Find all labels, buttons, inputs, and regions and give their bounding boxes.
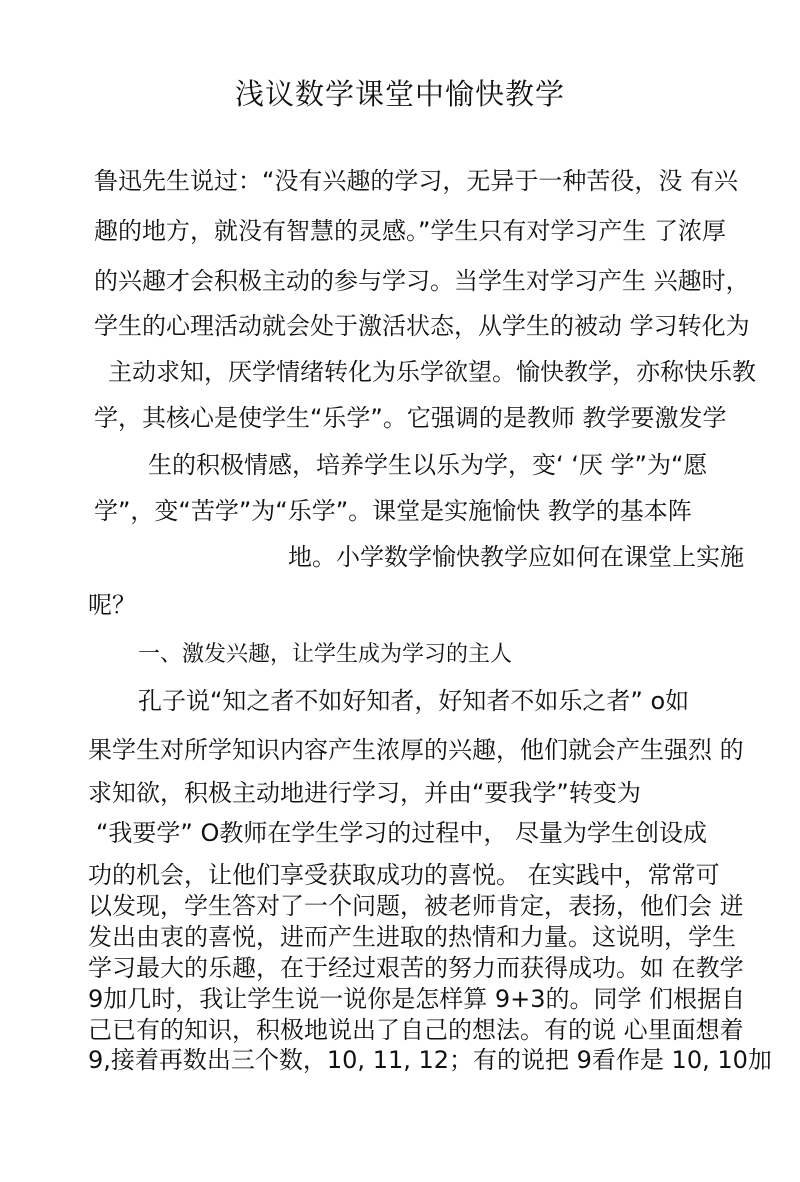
paragraph-line: 学”，变“苦学”为“乐学”。课堂是实施愉快 教学的基本阵 (94, 497, 692, 525)
paragraph-line: 的兴趣才会积极主动的参与学习。当学生对学习产生 兴趣时， (94, 267, 750, 295)
paragraph-line: 学，其核心是使学生“乐学”。它强调的是教师 教学要激发学 (94, 404, 727, 432)
paragraph-line: 9加几时，我让学生说一说你是怎样算 9+3的。同学 们根据自 (88, 985, 746, 1013)
paragraph-line: 鲁迅先生说过：“没有兴趣的学习，无异于一种苦役，没 有兴 (94, 167, 739, 195)
paragraph-line: 以发现，学生答对了一个问题，被老师肯定，表扬，他们会 迸 (88, 892, 744, 920)
paragraph-line: 生的积极情感，培养学生以乐为学，变‘ ‘厌 学”为“愿 (148, 451, 708, 479)
paragraph-line: 主动求知，厌学情绪转化为乐学欲望。愉快教学，亦称快乐教 (108, 358, 756, 386)
paragraph-line: 果学生对所学知识内容产生浓厚的兴趣，他们就会产生强烈 的 (88, 736, 744, 764)
paragraph-line: 孔子说“知之者不如好知者，好知者不如乐之者” o如 (138, 687, 690, 715)
paragraph-line: 趣的地方，就没有智慧的灵感。”学生只有对学习产生 了浓厚 (94, 217, 727, 245)
paragraph-line: 发出由衷的喜悦，进而产生进取的热情和力量。这说明，学生 (88, 923, 736, 951)
paragraph-line: 学习最大的乐趣，在于经过艰苦的努力而获得成功。如 在教学 (88, 954, 744, 982)
paragraph-line: 9,接着再数出三个数，10, 11, 12；有的说把 9看作是 10, 10加 (88, 1046, 772, 1074)
document-title: 浅议数学课堂中愉快教学 (234, 77, 565, 111)
section-heading: 一、激发兴趣，让学生成为学习的主人 (138, 642, 513, 667)
paragraph-line: 求知欲，积极主动地进行学习，并由“要我学”转变为 (88, 779, 641, 807)
paragraph-line: “我要学” O教师在学生学习的过程中， 尽量为学生创设成 (96, 819, 708, 847)
paragraph-line: 学生的心理活动就会处于激活状态，从学生的被动 学习转化为 (94, 312, 750, 340)
paragraph-line: 呢？ (88, 591, 136, 619)
paragraph-line: 己已有的知识，积极地说出了自己的想法。有的说 心里面想着 (88, 1016, 744, 1044)
paragraph-line: 功的机会，让他们享受获取成功的喜悦。 在实践中，常常可 (88, 861, 720, 889)
paragraph-line: 地。小学数学愉快教学应如何在课堂上实施 (288, 543, 744, 571)
